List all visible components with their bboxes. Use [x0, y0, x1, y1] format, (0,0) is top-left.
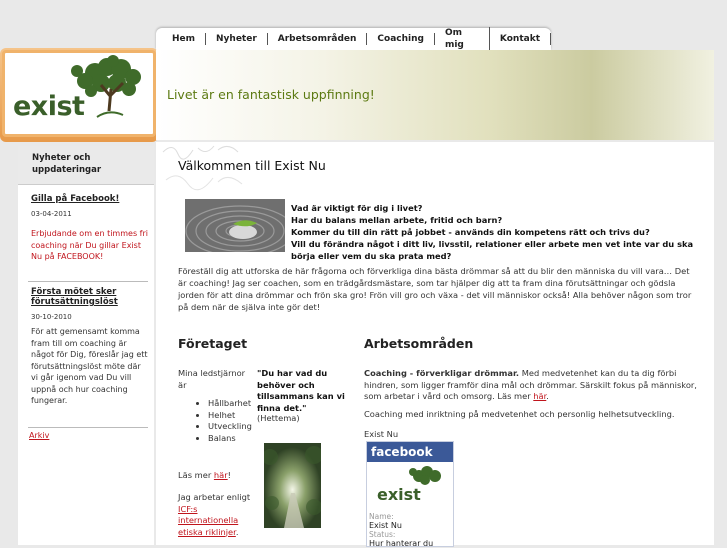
- facebook-widget[interactable]: [366, 441, 454, 547]
- value-item: • Helhet: [208, 410, 252, 422]
- coaching-read-more-link[interactable]: här: [533, 391, 547, 401]
- quote-author: (Hettema): [257, 413, 300, 423]
- values-lead: Mina ledstjärnor är: [178, 368, 246, 390]
- zen-stones-image: [185, 199, 285, 252]
- nav-news[interactable]: Nyheter: [206, 33, 268, 45]
- nav-contact[interactable]: Kontakt: [490, 33, 551, 45]
- archive-link[interactable]: [29, 431, 49, 440]
- coaching-description: [364, 368, 702, 403]
- facebook-brand: facebook: [367, 442, 453, 462]
- ethics-suffix: .: [235, 526, 239, 537]
- value-item: • Hållbarhet: [208, 398, 252, 410]
- read-more-prefix: Läs mer: [178, 470, 214, 480]
- logo[interactable]: [2, 50, 156, 137]
- main-nav: [156, 28, 551, 50]
- coaching-end: .: [546, 391, 549, 401]
- coaching-title: Coaching - förverkligar drömmar.: [364, 368, 520, 378]
- forest-path-image: [264, 443, 321, 528]
- news-text: Erbjudande om en timmes fri coaching när Du gillar Exist Nu på FACEBOOK!: [31, 229, 148, 261]
- read-more-suffix: !: [227, 470, 231, 480]
- values-list: [196, 398, 252, 444]
- coaching-text: Med medvetenhet kan du ta dig förbi hindren, som ligger framför dina mål och drömmar. Särskilt fokus på människor, som arbetar i vård och omsorg. Läs mer: [364, 368, 697, 401]
- page-title: Välkommen till Exist Nu: [178, 158, 326, 173]
- ethics-prefix: Jag arbetar enligt: [178, 492, 251, 502]
- facebook-caption: Exist Nu: [364, 429, 399, 439]
- read-more-link[interactable]: här: [213, 470, 228, 480]
- value-item: • Balans: [208, 433, 252, 445]
- news-date: 03-04-2011: [31, 210, 72, 218]
- news-title-link[interactable]: Gilla på Facebook!: [31, 194, 120, 204]
- icf-ethics-link[interactable]: ICF:s internationella etiska riklinjer: [178, 503, 239, 537]
- quote: "Du har vad du behöver och tillsammans kan vi finna det.": [257, 368, 345, 413]
- fb-name-label: Name:: [369, 512, 394, 521]
- fb-status-label: Status:: [369, 530, 396, 539]
- svg-text:exist: exist: [377, 485, 421, 504]
- news-item: [31, 194, 149, 263]
- news-divider: [28, 281, 148, 282]
- question: Har du balans mellan arbete, fritid och barn?: [291, 215, 503, 225]
- page-edge: [714, 0, 727, 545]
- question: Vad är viktigt för dig i livet?: [291, 203, 423, 213]
- fb-name-value: Exist Nu: [369, 521, 402, 530]
- logo-text: exist: [13, 91, 85, 122]
- news-title-link[interactable]: Första mötet sker förutsättningslöst: [31, 287, 118, 307]
- archive-link-text[interactable]: Arkiv: [29, 431, 50, 440]
- question: Kommer du till din rätt på jobbet - används din kompetens rätt och trivs du?: [291, 227, 650, 237]
- nav-coaching[interactable]: Coaching: [367, 33, 435, 45]
- company-heading: Företaget: [178, 336, 248, 351]
- question: Vill du förändra något i ditt liv, livsstil, relationer eller arbete men vet inte var du ska börja eller vem du ska prata med?: [291, 239, 694, 261]
- read-more: [178, 470, 231, 482]
- intro-questions: [291, 202, 703, 262]
- news-date: 30-10-2010: [31, 313, 72, 321]
- value-item: • Utveckling: [208, 421, 252, 433]
- nav-home[interactable]: Hem: [162, 33, 206, 45]
- exist-logo-thumbnail: [367, 462, 451, 508]
- news-text: För att gemensamt komma fram till om coaching är något för Dig, föreslår jag ett förutsättningslöst möte där vi går igenom vad Du vill uppnå och hur coaching fungerar.: [31, 327, 148, 405]
- intro-paragraph: Föreställ dig att utforska de här frågorna och förverkliga dina bästa drömmar så att du blir den människa du vill vara… Det är coaching! Jag ser coachen, som en trädgårdsmästare, som tar hjälper dig att ta fram dina förutsättningar och gödsla jorden för att dina drömmar och frön ska gro! Frön vill gro och växa - det vill människor också! Alla behöver någon som tror på dem när de själva inte gör det!: [178, 266, 692, 312]
- news-divider: [28, 427, 148, 428]
- nav-work-areas[interactable]: Arbetsområden: [268, 33, 368, 45]
- sidebar-heading-box: [18, 146, 154, 185]
- news-item: [31, 287, 149, 407]
- header-tagline: Livet är en fantastisk uppfinning!: [167, 87, 375, 102]
- sidebar-heading: Nyheter och uppdateringar: [32, 153, 102, 175]
- nav-about[interactable]: Om mig: [435, 27, 490, 51]
- coaching-line2: Coaching med inriktning på medvetenhet och personlig helhetsutveckling.: [364, 409, 675, 419]
- fb-status-value: Hur hanterar du: [369, 539, 434, 548]
- ethics-text: [178, 492, 252, 538]
- areas-heading: Arbetsområden: [364, 336, 474, 351]
